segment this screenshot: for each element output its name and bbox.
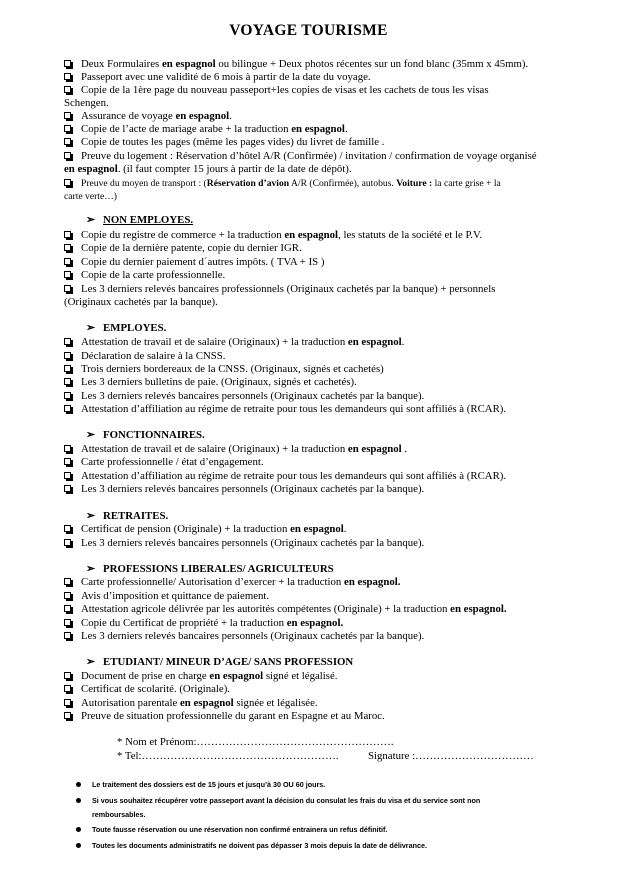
checkbox-icon[interactable] — [64, 578, 71, 585]
checklist-item — [64, 590, 577, 603]
section-heading-text: RETRAITES. — [103, 510, 169, 522]
signature-field[interactable]: Signature :…………………………… — [368, 750, 534, 762]
checkbox-icon[interactable] — [64, 125, 71, 132]
checklist-item — [64, 97, 109, 110]
text: Attestation d’affiliation au régime de retraite pour tous les demandeurs qui sont affiliés à (RCAR). — [81, 403, 507, 415]
text: Schengen. — [64, 97, 109, 109]
checklist-item — [64, 456, 577, 469]
checklist-item — [64, 242, 577, 255]
text: Les 3 derniers relevés bancaires professionnels (Originaux cachetés par la banque) + personnels — [81, 283, 496, 295]
text: Trois derniers bordereaux de la CNSS. (Originaux, signés et cachetés) — [81, 363, 384, 375]
checkbox-icon[interactable] — [64, 152, 71, 159]
text: carte verte…) — [64, 191, 117, 202]
text: Copie de la 1ère page du nouveau passeport+les copies de visas et les cachets de tous les visas — [81, 84, 489, 96]
text: . — [401, 443, 408, 455]
bold-text: en espagnol — [284, 229, 339, 241]
checkbox-icon[interactable] — [64, 60, 71, 67]
phone-field[interactable]: * Tel:………………………………………………. — [117, 750, 339, 762]
text: Les 3 derniers relevés bancaires personnels (Originaux cachetés par la banque). — [81, 537, 425, 549]
note-text: remboursables. — [92, 810, 146, 819]
bold-text: en espagnol. — [450, 603, 507, 615]
checklist-item — [64, 296, 218, 309]
arrow-icon: ➢ — [86, 322, 96, 334]
section-heading-text: FONCTIONNAIRES. — [103, 429, 205, 441]
bold-text: en espagnol — [161, 58, 216, 70]
checkbox-icon[interactable] — [64, 525, 71, 532]
checklist-item — [64, 376, 577, 389]
checkbox-icon[interactable] — [64, 712, 71, 719]
arrow-icon: ➢ — [86, 656, 96, 668]
section-heading — [86, 510, 168, 523]
checkbox-icon[interactable] — [64, 244, 71, 251]
section-heading-text: ETUDIANT/ MINEUR D’AGE/ SANS PROFESSION — [103, 656, 354, 668]
page-title: VOYAGE TOURISME — [229, 22, 388, 39]
text: signé et légalisé. — [263, 670, 338, 682]
bullet-icon — [76, 782, 81, 787]
text: Avis d’imposition et quittance de paiement. — [81, 590, 270, 602]
text: signée et légalisée. — [233, 697, 318, 709]
checkbox-icon[interactable] — [64, 592, 71, 599]
checkbox-icon[interactable] — [64, 485, 71, 492]
checkbox-icon[interactable] — [64, 632, 71, 639]
text: Deux Formulaires — [81, 58, 162, 70]
text: , les statuts de la société et le P.V. — [338, 229, 483, 241]
checkbox-icon[interactable] — [64, 231, 71, 238]
checkbox-icon[interactable] — [64, 699, 71, 706]
section-heading — [86, 429, 205, 442]
section-heading-text: NON EMPLOYES. — [103, 214, 194, 226]
text: Certificat de scolarité. (Originale). — [81, 683, 230, 695]
checklist-item — [64, 403, 577, 416]
checkbox-icon[interactable] — [64, 472, 71, 479]
checklist-item — [64, 363, 577, 376]
checklist-item — [64, 443, 577, 456]
text: Preuve du logement : Réservation d’hôtel A/R (Confirmée) / invitation / confirmation de voyage organisé — [81, 150, 537, 162]
checklist-item — [64, 390, 577, 403]
checklist-item — [64, 576, 577, 589]
checklist-item — [64, 483, 577, 496]
checkbox-icon[interactable] — [64, 338, 71, 345]
checklist-item — [64, 123, 577, 136]
checkbox-icon[interactable] — [64, 445, 71, 452]
checkbox-icon[interactable] — [64, 685, 71, 692]
text: Les 3 derniers relevés bancaires personnels (Originaux cachetés par la banque). — [81, 390, 425, 402]
checklist-item — [64, 150, 577, 163]
section-heading-text: EMPLOYES. — [103, 322, 167, 334]
checklist-item — [64, 163, 352, 176]
text: Carte professionnelle / état d’engagement. — [81, 456, 264, 468]
checkbox-icon[interactable] — [64, 405, 71, 412]
checklist-item — [64, 697, 577, 710]
text: ou bilingue + Deux photos récentes sur un fond blanc (35mm x 45mm). — [215, 58, 529, 70]
text: Copie du registre de commerce + la traduction — [81, 229, 285, 241]
section-heading — [86, 563, 334, 576]
checklist-item — [64, 336, 577, 349]
checklist-item — [64, 670, 577, 683]
text: (Originaux cachetés par la banque). — [64, 296, 218, 308]
checklist-item — [64, 190, 117, 203]
text: . — [344, 123, 348, 135]
checklist-item — [64, 283, 577, 296]
text: Copie de toutes les pages (même les pages vides) du livret de famille . — [81, 136, 385, 148]
section-heading — [86, 656, 353, 669]
checklist-item — [64, 350, 577, 363]
text: Passeport avec une validité de 6 mois à partir de la date du voyage. — [81, 71, 371, 83]
checklist-item — [64, 256, 577, 269]
checkbox-icon[interactable] — [64, 179, 71, 186]
bullet-icon — [76, 798, 81, 803]
text: Attestation agricole délivrée par les autorités compétentes (Originale) + la traduction — [81, 603, 451, 615]
checklist-item — [64, 710, 577, 723]
text: Preuve de situation professionnelle du garant en Espagne et au Maroc. — [81, 710, 385, 722]
text: Document de prise en charge — [81, 670, 210, 682]
bold-text: en espagnol — [175, 110, 230, 122]
text: Autorisation parentale — [81, 697, 180, 709]
checkbox-icon[interactable] — [64, 539, 71, 546]
bold-text: en espagnol — [290, 523, 344, 535]
checklist-item — [64, 110, 577, 123]
checkbox-icon[interactable] — [64, 605, 71, 612]
checkbox-icon[interactable] — [64, 365, 71, 372]
checklist-item — [64, 470, 577, 483]
arrow-icon: ➢ — [86, 510, 96, 522]
arrow-icon: ➢ — [86, 214, 96, 226]
checkbox-icon[interactable] — [64, 86, 71, 93]
text: Assurance de voyage — [81, 110, 176, 122]
checkbox-icon[interactable] — [64, 392, 71, 399]
checklist-item — [64, 537, 577, 550]
text: Copie de la carte professionnelle. — [81, 269, 226, 281]
text: Attestation de travail et de salaire (Originaux) + la traduction — [81, 443, 348, 455]
checkbox-icon[interactable] — [64, 352, 71, 359]
text: Copie du dernier paiement d´autres impôts. ( TVA + IS ) — [81, 256, 325, 268]
arrow-icon: ➢ — [86, 563, 96, 575]
bold-text: en espagnol. — [344, 576, 401, 588]
bold-text: en espagnol — [64, 163, 118, 175]
checklist-item — [64, 523, 577, 536]
text: Les 3 derniers relevés bancaires personnels (Originaux cachetés par la banque). — [81, 483, 425, 495]
text: Les 3 derniers relevés bancaires personnels (Originaux cachetés par la banque). — [81, 630, 425, 642]
checklist-item — [64, 603, 577, 616]
checklist-item — [64, 84, 577, 97]
text: Attestation d’affiliation au régime de retraite pour tous les demandeurs qui sont affiliés à (RCAR). — [81, 470, 507, 482]
text: Copie de l’acte de mariage arabe + la traduction — [81, 123, 292, 135]
checkbox-icon[interactable] — [64, 458, 71, 465]
bold-text: Réservation d’avion — [206, 178, 290, 189]
text: Les 3 derniers bulletins de paie. (Originaux, signés et cachetés). — [81, 376, 357, 388]
section-heading — [86, 214, 193, 227]
checklist-item — [64, 683, 577, 696]
note-text: Toute fausse réservation ou une réservation non confirmé entrainera un refus définitif. — [92, 825, 388, 834]
section-heading-text: PROFESSIONS LIBERALES/ AGRICULTEURS — [103, 563, 334, 575]
text: Certificat de pension (Originale) + la traduction — [81, 523, 291, 535]
checklist-item — [64, 58, 577, 71]
bullet-icon — [76, 843, 81, 848]
bold-text: Voiture : — [396, 178, 433, 189]
checklist-item — [64, 229, 577, 242]
bold-text: en espagnol — [179, 697, 234, 709]
name-field[interactable]: * Nom et Prénom:………………………………………………. — [117, 736, 394, 748]
text: Preuve du moyen de transport : ( — [81, 178, 207, 189]
checkbox-icon[interactable] — [64, 378, 71, 385]
note-text: Si vous souhaitez récupérer votre passeport avant la décision du consulat les frais du visa et du service sont non — [92, 796, 481, 805]
text: Déclaration de salaire à la CNSS. — [81, 350, 226, 362]
text: la carte grise + la — [432, 178, 501, 189]
note-text: Le traitement des dossiers est de 15 jours et jusqu’à 30 OU 60 jours. — [92, 780, 326, 789]
bold-text: en espagnol — [347, 336, 402, 348]
text: Attestation de travail et de salaire (Originaux) + la traduction — [81, 336, 348, 348]
text: . (il faut compter 15 jours à partir de la date de dépôt). — [117, 163, 352, 175]
checklist-item — [64, 136, 577, 149]
checklist-item — [64, 269, 577, 282]
bullet-icon — [76, 827, 81, 832]
arrow-icon: ➢ — [86, 429, 96, 441]
text: Carte professionnelle/ Autorisation d’exercer + la traduction — [81, 576, 345, 588]
checkbox-icon[interactable] — [64, 112, 71, 119]
checkbox-icon[interactable] — [64, 285, 71, 292]
text: A/R (Confirmée), autobus. — [289, 178, 397, 189]
checkbox-icon[interactable] — [64, 138, 71, 145]
text: . — [229, 110, 232, 122]
checklist-item — [64, 177, 577, 190]
text: . — [343, 523, 347, 535]
checkbox-icon[interactable] — [64, 619, 71, 626]
checklist-item — [64, 71, 577, 84]
bold-text: en espagnol. — [286, 617, 344, 629]
bold-text: en espagnol — [347, 443, 402, 455]
checkbox-icon[interactable] — [64, 672, 71, 679]
text: Copie de la dernière patente, copie du dernier IGR. — [81, 242, 302, 254]
checkbox-icon[interactable] — [64, 73, 71, 80]
note-text: Toutes les documents administratifs ne doivent pas dépasser 3 mois depuis la date de délivrance. — [92, 841, 427, 850]
checklist-item — [64, 630, 577, 643]
text: . — [401, 336, 405, 348]
checkbox-icon[interactable] — [64, 258, 71, 265]
checkbox-icon[interactable] — [64, 271, 71, 278]
bold-text: en espagnol — [209, 670, 264, 682]
bold-text: en espagnol — [291, 123, 345, 135]
checklist-item — [64, 617, 577, 630]
text: Copie du Certificat de propriété + la traduction — [81, 617, 287, 629]
section-heading — [86, 322, 166, 335]
